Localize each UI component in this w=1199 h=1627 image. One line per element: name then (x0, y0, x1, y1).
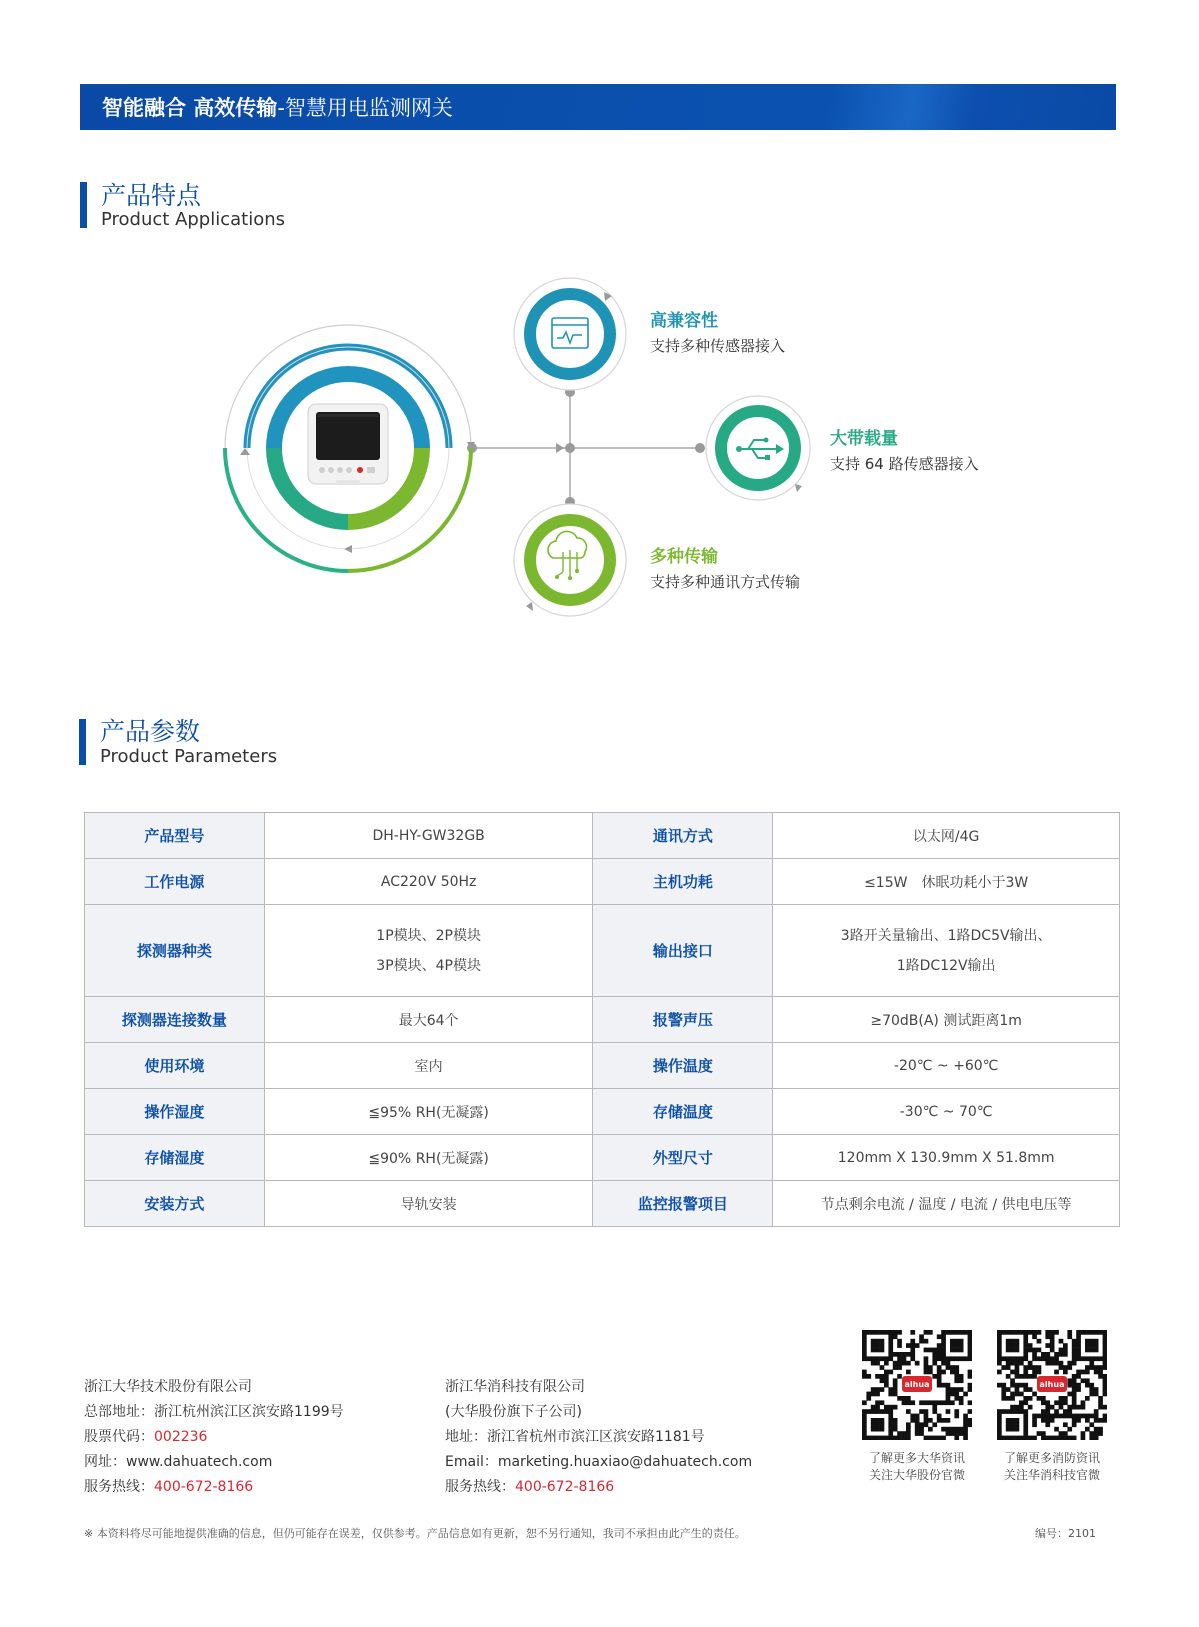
param-value (773, 1135, 1120, 1181)
website-link[interactable]: www.dahuatech.com (126, 1454, 273, 1470)
svg-text:alhua: alhua (1039, 1380, 1065, 1389)
param-value-line: DH-HY-GW32GB (372, 827, 485, 844)
company-subtitle: (大华股份旗下子公司) (445, 1404, 582, 1420)
param-label: 探测器种类 (85, 905, 265, 997)
document-number: 编号：2101 (1035, 1527, 1096, 1540)
param-value-line: 节点剩余电流 / 温度 / 电流 / 供电电压等 (820, 1196, 1072, 1213)
hotline-label: 服务热线： (84, 1479, 154, 1495)
company-dahua-info (84, 1375, 344, 1500)
address: 浙江杭州滨江区滨安路1199号 (154, 1404, 344, 1420)
param-value-line: 120mm X 130.9mm X 51.8mm (837, 1149, 1055, 1166)
param-value (264, 813, 593, 859)
param-value (264, 1181, 593, 1227)
param-value-line: 1路DC12V输出 (896, 957, 996, 974)
stock-label: 股票代码： (84, 1429, 154, 1445)
disclaimer-text: ※ 本资料将尽可能地提供准确的信息，但仍可能存在误差，仅供参考。产品信息如有更新，恕不另行通知，我司不承担由此产生的责任。 (84, 1527, 746, 1540)
param-value-line: 3路开关量输出、1路DC5V输出、 (840, 927, 1052, 944)
param-value-line: -30℃ ~ 70℃ (899, 1103, 993, 1120)
company-huaxiao-info (445, 1375, 752, 1500)
section1-title-cn: 产品特点 (101, 181, 202, 210)
hotline-label: 服务热线： (445, 1479, 515, 1495)
param-label: 监控报警项目 (593, 1181, 773, 1227)
param-value-line: 3P模块、4P模块 (376, 957, 481, 974)
feature-desc-transmission: 支持多种通讯方式传输 (650, 573, 801, 591)
address-label: 总部地址： (84, 1404, 154, 1420)
table-row (85, 905, 1120, 997)
table-row (85, 813, 1120, 859)
param-value (264, 905, 593, 997)
website-label: 网址： (84, 1454, 126, 1470)
param-value-line: ≦90% RH(无凝露) (368, 1150, 489, 1167)
param-label: 产品型号 (85, 813, 265, 859)
qr-caption-dahua (847, 1450, 987, 1484)
qr-code-dahua[interactable] (862, 1330, 972, 1440)
param-value-line: ≥70dB(A) 测试距离1m (870, 1012, 1022, 1029)
section2-title-en: Product Parameters (100, 746, 278, 767)
param-value (264, 997, 593, 1043)
gateway-device (308, 404, 388, 485)
feature-title-compatibility: 高兼容性 (650, 311, 718, 331)
address-label: 地址： (445, 1429, 487, 1445)
param-value (264, 859, 593, 905)
param-value-line: 导轨安装 (400, 1196, 457, 1213)
transmission-icon-circle (514, 504, 626, 616)
qr-caption-line2: 关注大华股份官微 (868, 1468, 965, 1482)
param-label: 工作电源 (85, 859, 265, 905)
company-name: 浙江华消科技有限公司 (445, 1379, 585, 1395)
param-value-line: ≦95% RH(无凝露) (368, 1104, 489, 1121)
param-value (264, 1135, 593, 1181)
param-label: 主机功耗 (593, 859, 773, 905)
qr-caption-huaxiao (982, 1450, 1122, 1484)
parameters-table (84, 812, 1120, 1227)
param-label: 安装方式 (85, 1181, 265, 1227)
param-value-line: ≤15W 休眠功耗小于3W (864, 874, 1029, 891)
param-label: 存储湿度 (85, 1135, 265, 1181)
section1-title-en: Product Applications (101, 209, 286, 230)
section2-title-cn: 产品参数 (100, 717, 201, 746)
table-row (85, 1135, 1120, 1181)
table-row (85, 859, 1120, 905)
param-value-line: 以太网/4G (912, 828, 980, 845)
feature-title-capacity: 大带载量 (830, 429, 898, 449)
param-value (773, 1181, 1120, 1227)
param-label: 使用环境 (85, 1043, 265, 1089)
param-value-line: 室内 (414, 1058, 443, 1075)
param-value-line: 最大64个 (398, 1012, 459, 1029)
param-label: 存储温度 (593, 1089, 773, 1135)
qr-caption-line1: 了解更多消防资讯 (1003, 1451, 1100, 1465)
param-value (773, 997, 1120, 1043)
param-label: 探测器连接数量 (85, 997, 265, 1043)
compatibility-icon-circle (514, 278, 626, 390)
svg-text:alhua: alhua (904, 1380, 930, 1389)
param-value-line: 1P模块、2P模块 (376, 927, 481, 944)
param-value-line: AC220V 50Hz (380, 873, 477, 890)
feature-desc-compatibility: 支持多种传感器接入 (650, 337, 786, 355)
feature-title-transmission: 多种传输 (650, 547, 718, 567)
table-row (85, 997, 1120, 1043)
param-value (773, 905, 1120, 997)
param-label: 输出接口 (593, 905, 773, 997)
param-label: 操作温度 (593, 1043, 773, 1089)
param-label: 报警声压 (593, 997, 773, 1043)
stock-code: 002236 (154, 1429, 208, 1445)
table-row (85, 1181, 1120, 1227)
param-value (773, 813, 1120, 859)
hotline-number[interactable]: 400-672-8166 (154, 1479, 254, 1495)
param-value-line: -20℃ ~ +60℃ (893, 1057, 999, 1074)
email-link[interactable]: marketing.huaxiao@dahuatech.com (497, 1454, 753, 1470)
param-value (264, 1043, 593, 1089)
section-marker (79, 719, 86, 765)
connector-lines (472, 392, 700, 502)
param-value (773, 1043, 1120, 1089)
table-row (85, 1089, 1120, 1135)
table-row (85, 1043, 1120, 1089)
qr-caption-line2: 关注华消科技官微 (1003, 1468, 1100, 1482)
load-capacity-icon-circle (706, 396, 810, 500)
hotline-number[interactable]: 400-672-8166 (515, 1479, 615, 1495)
qr-code-huaxiao[interactable] (997, 1330, 1107, 1440)
param-value (773, 859, 1120, 905)
param-label: 通讯方式 (593, 813, 773, 859)
param-value (773, 1089, 1120, 1135)
address: 浙江省杭州市滨江区滨安路1181号 (487, 1429, 705, 1445)
company-name: 浙江大华技术股份有限公司 (84, 1379, 252, 1395)
param-label: 外型尺寸 (593, 1135, 773, 1181)
banner-title-bold: 智能融合 高效传输 (102, 96, 278, 120)
qr-caption-line1: 了解更多大华资讯 (868, 1451, 965, 1465)
param-label: 操作湿度 (85, 1089, 265, 1135)
feature-desc-capacity: 支持 64 路传感器接入 (830, 455, 979, 473)
param-value (264, 1089, 593, 1135)
features-diagram (0, 0, 1199, 680)
banner-title-rest: -智慧用电监测网关 (277, 96, 453, 120)
email-label: Email： (445, 1454, 498, 1470)
